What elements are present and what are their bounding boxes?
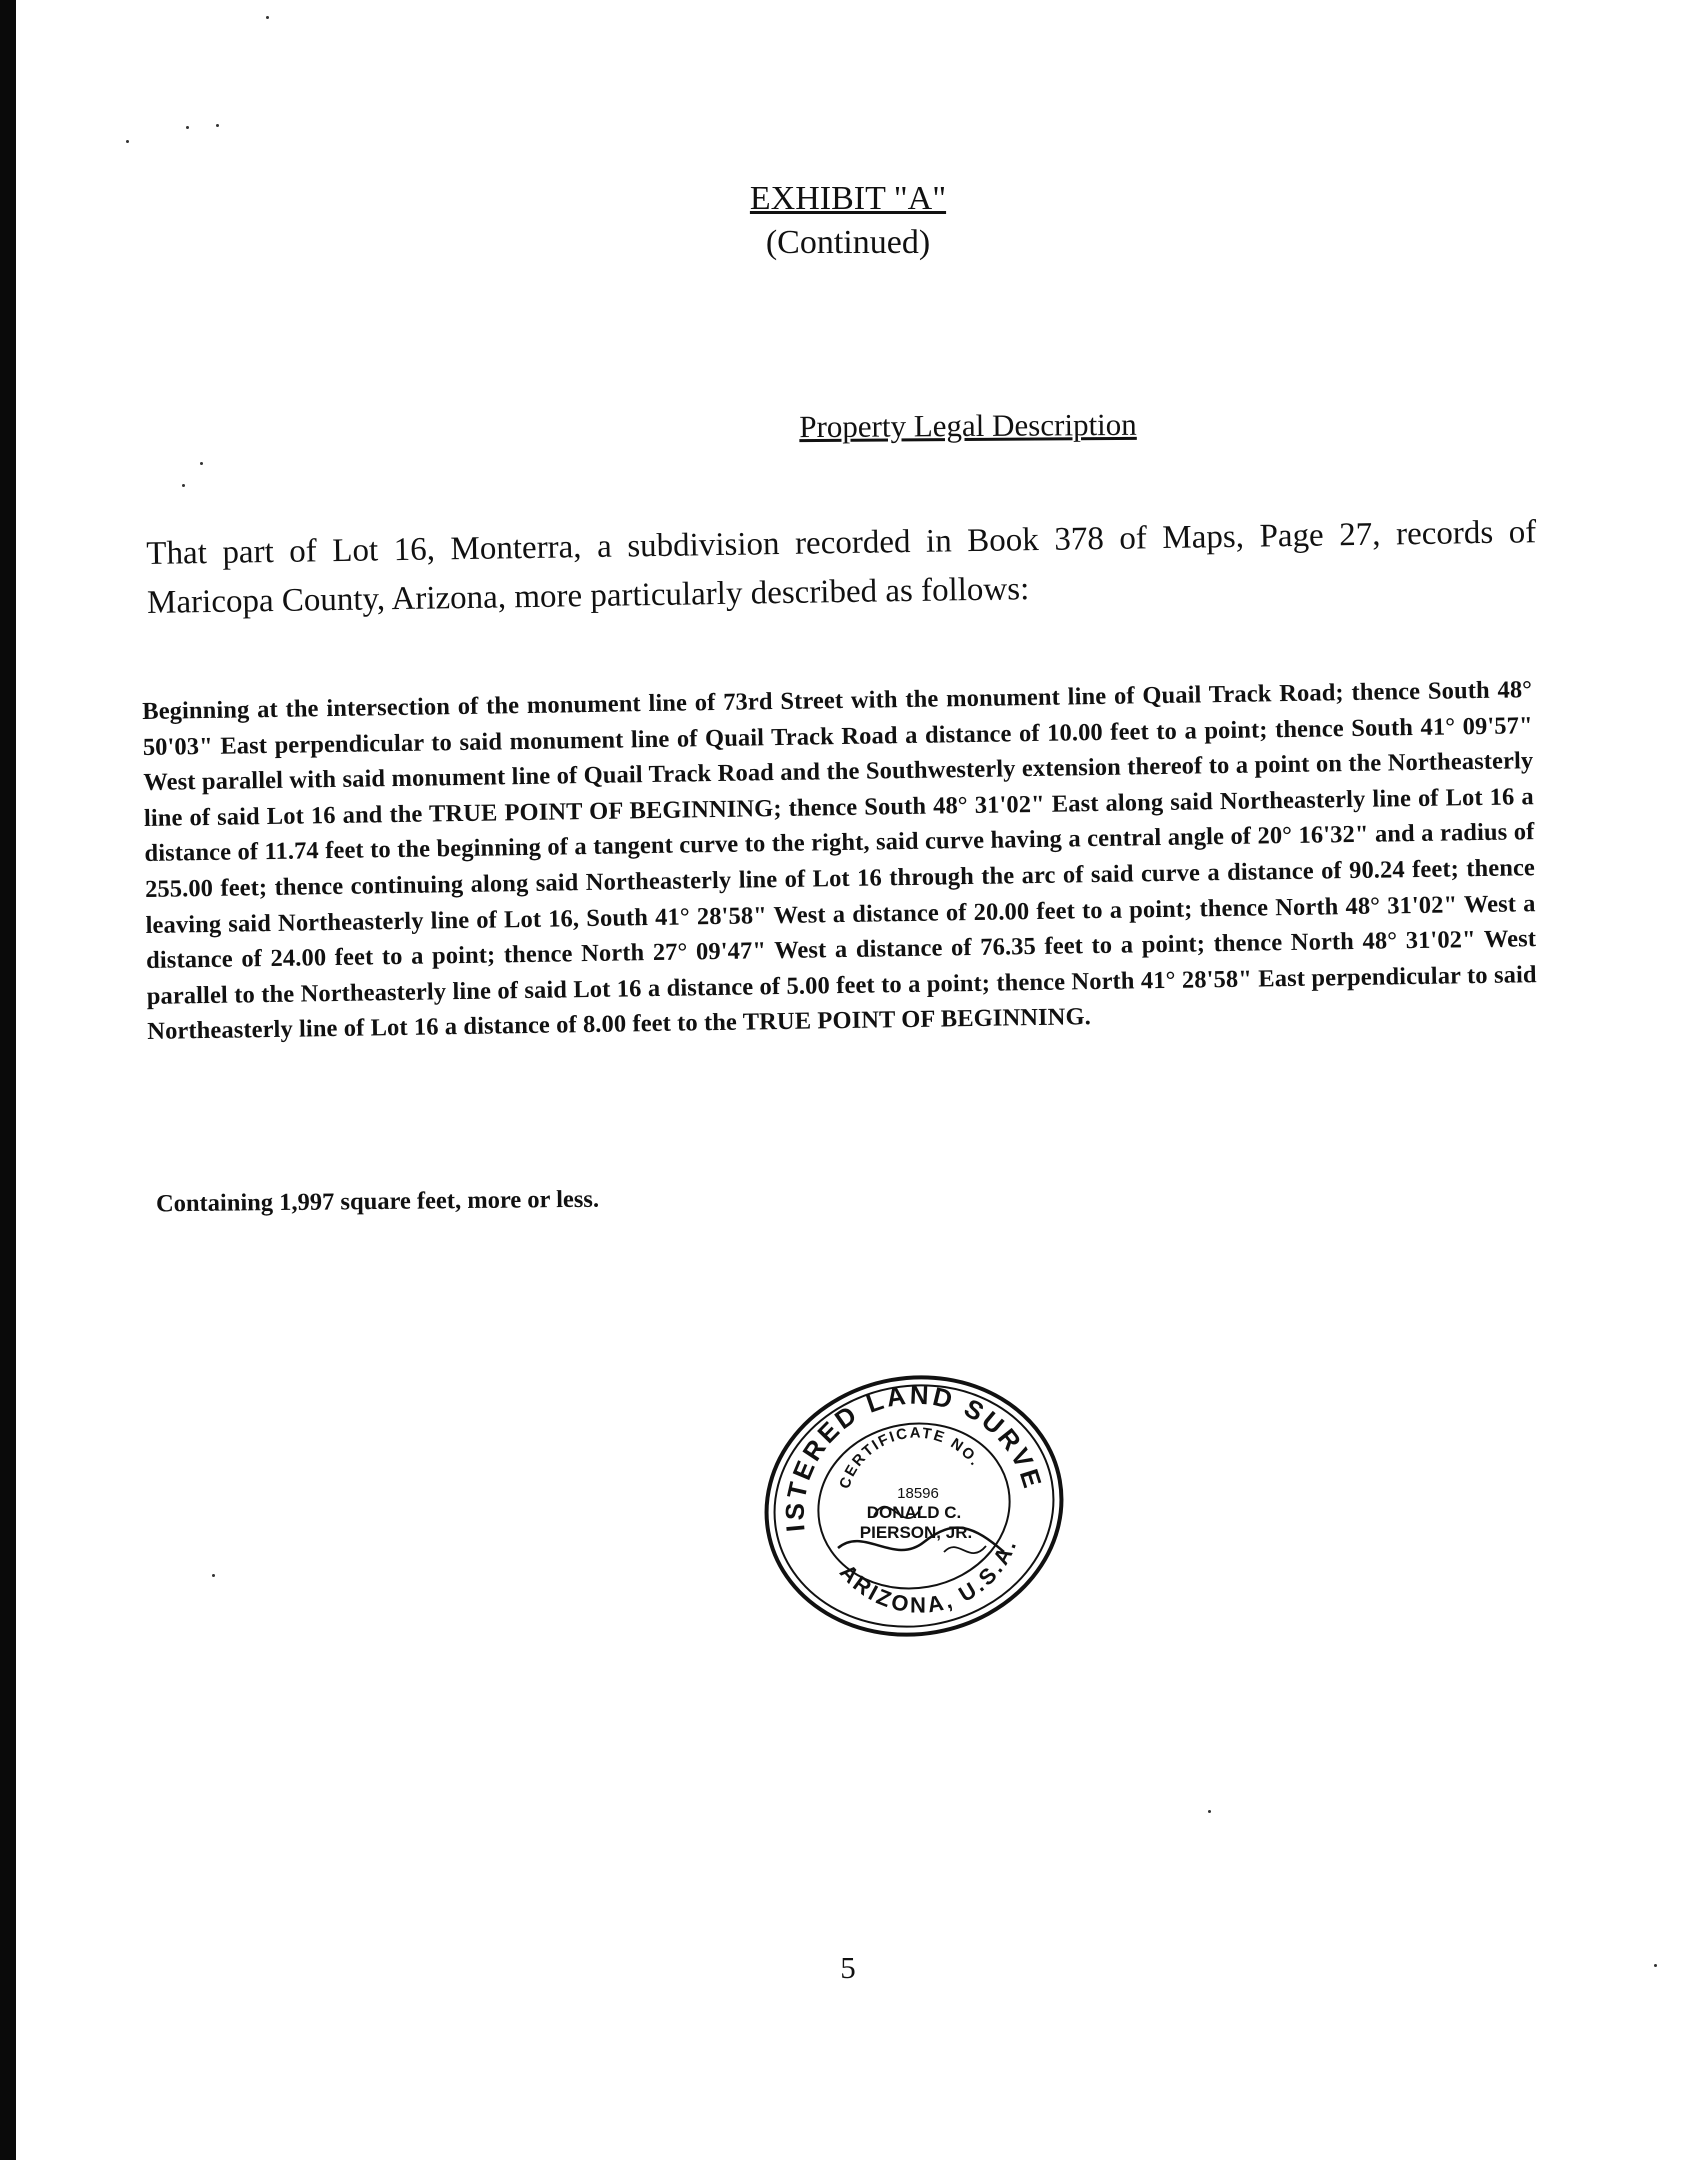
- area-statement: Containing 1,997 square feet, more or less.: [155, 1185, 600, 1218]
- scan-speck: [216, 124, 219, 127]
- scan-left-edge: [0, 0, 16, 2160]
- scan-speck: [1208, 1810, 1211, 1813]
- seal-name-line2: PIERSON, JR.: [859, 1523, 973, 1542]
- scan-speck: [182, 484, 185, 487]
- seal-certificate-number: 18596: [897, 1485, 939, 1502]
- exhibit-title: EXHIBIT "A": [749, 180, 947, 217]
- svg-text:ARIZONA, U.S.A.: [833, 1530, 1032, 1633]
- exhibit-subtitle: (Continued): [765, 224, 931, 261]
- seal-bottom-text: ARIZONA, U.S.A.: [834, 1534, 1022, 1618]
- seal-name-line1: DONALD C.: [866, 1503, 962, 1522]
- seal-outer-text: REGISTERED LAND SURVEYOR: [779, 1379, 1049, 1534]
- scan-speck: [266, 16, 269, 19]
- scan-speck: [126, 140, 129, 143]
- scan-speck: [212, 1574, 215, 1577]
- legal-description-paragraph: Beginning at the intersection of the monument line of 73rd Street with the monument line of Quail Track Road; thence South 48° 50'03" East perpendicular to said monument line of Quail Track Road a distance of 10.00 feet to a point; thence South 41° 09'57" West parallel with said monument line of Quail Track Road and the Southwesterly extension thereof to a point on the Northeasterly line of said Lot 16 and the TRUE POINT OF BEGINNING; thence South 48° 31'02" East along said Northeasterly line of Lot 16 a distance of 11.74 feet to the beginning of a tangent curve to the right, said curve having a central angle of 20° 16'32" and a radius of 255.00 feet; thence continuing along said Northeasterly line of Lot 16 through the arc of said curve a distance of 90.24 feet; thence leaving said Northeasterly line of Lot 16, South 41° 28'58" West a distance of 20.00 feet to a point; thence North 48° 31'02" West a distance of 24.00 feet to a point; thence North 27° 09'47" West a distance of 76.35 feet to a point; thence North 48° 31'02" West parallel to the Northeasterly line of said Lot 16 a distance of 5.00 feet to a point; thence North 41° 28'58" East perpendicular to said Northeasterly line of Lot 16 a distance of 8.00 feet to the TRUE POINT OF BEGINNING.: [142, 676, 1537, 1046]
- intro-paragraph: That part of Lot 16, Monterra, a subdivision recorded in Book 378 of Maps, Page 27, records of Maricopa County, Arizona, more particularly described as follows:: [146, 514, 1537, 621]
- seal-signature-stroke: [944, 1546, 986, 1553]
- scan-speck: [200, 462, 203, 465]
- page-number: 5: [840, 1950, 856, 1985]
- surveyor-seal: [754, 1366, 1074, 1646]
- section-title: Property Legal Description: [799, 406, 1137, 445]
- scan-speck: [186, 126, 189, 129]
- seal-certificate-text: CERTIFICATE NO.: [836, 1424, 985, 1492]
